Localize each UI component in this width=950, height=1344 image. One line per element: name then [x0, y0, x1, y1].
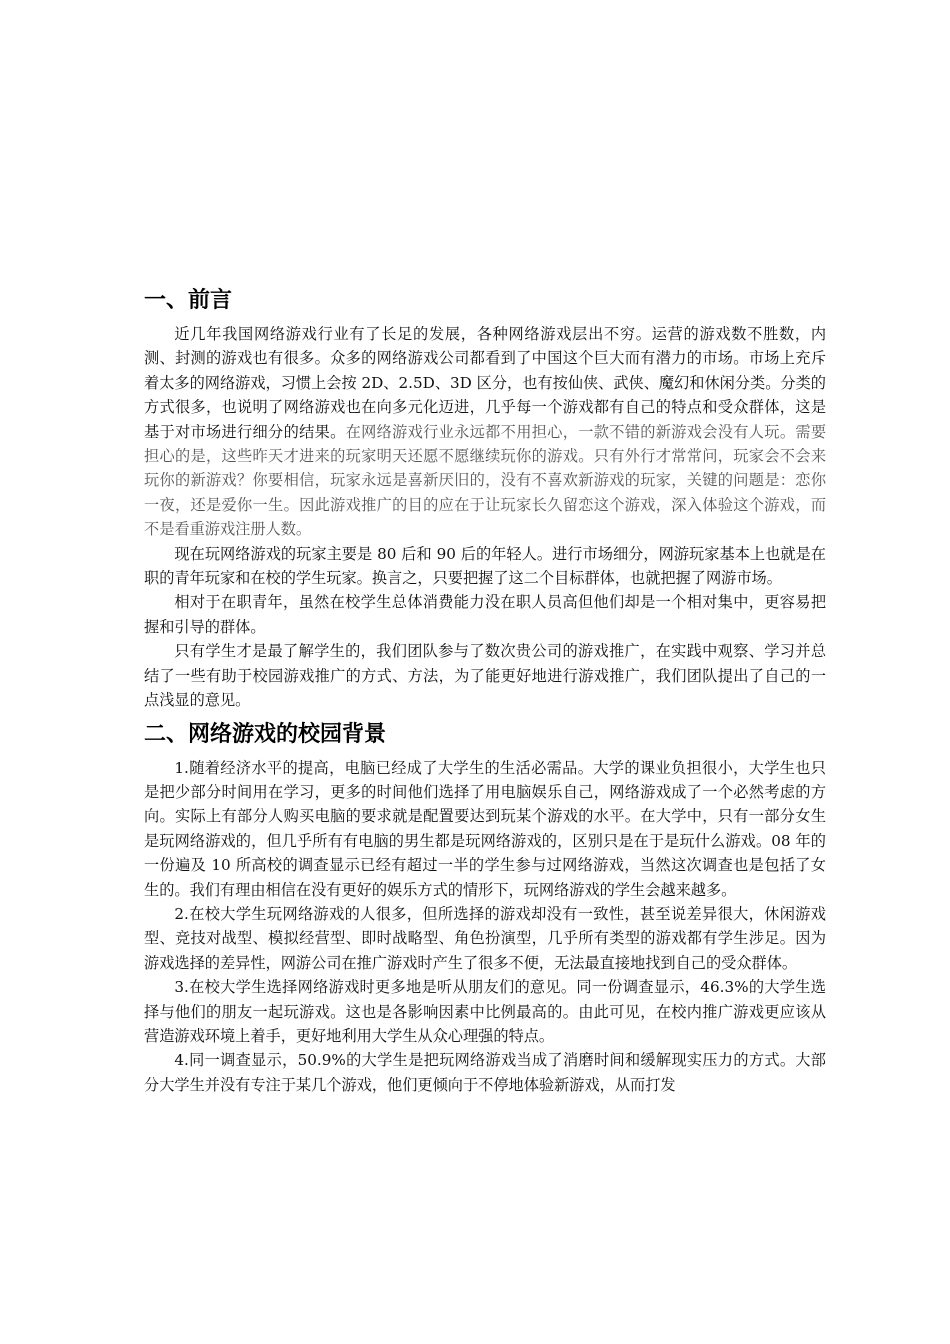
- section-heading-preface: 一、前言: [144, 288, 233, 313]
- preface-paragraph-1: [144, 322, 826, 542]
- preface-paragraph-3: 相对于在职青年，虽然在校学生总体消费能力没在职人员高但他们却是一个相对集中，更容易把握和引导的群体。: [144, 593, 826, 636]
- preface-paragraph-1-main: 近几年我国网络游戏行业有了长足的发展，各种网络游戏层出不穷。运营的游戏数不胜数，内测、封测的游戏也有很多。众多的网络游戏公司都看到了中国这个巨大而有潜力的市场。市场上充斥着太多的网络游戏，习惯上会按 2D、2.5D、3D 区分，也有按仙侠、武侠、魔幻和休闲分类。分类的方式很多，也说明了网络游戏也在向多元化迈进，几乎每一个游戏都有自己的特点和受众群体，这是基于对市场进行细分的结果。: [144, 325, 826, 441]
- background-paragraph-2: 2.在校大学生玩网络游戏的人很多，但所选择的游戏却没有一致性，甚至说差异很大，休闲游戏型、竞技对战型、模拟经营型、即时战略型、角色扮演型，几乎所有类型的游戏都有学生涉足。因为游戏选择的差异性，网游公司在推广游戏时产生了很多不便，无法最直接地找到自己的受众群体。: [144, 904, 826, 972]
- document-page: [144, 283, 826, 1097]
- preface-paragraph-4: 只有学生才是最了解学生的，我们团队参与了数次贵公司的游戏推广，在实践中观察、学习并总结了一些有助于校园游戏推广的方式、方法，为了能更好地进行游戏推广，我们团队提出了自己的一点浅显的意见。: [144, 642, 826, 710]
- preface-paragraph-1-muted: 在网络游戏行业永远都不用担心，一款不错的新游戏会没有人玩。需要担心的是，这些昨天才进来的玩家明天还愿不愿继续玩你的游戏。只有外行才常常问，玩家会不会来玩你的新游戏？你要相信，玩家永远是喜新厌旧的，没有不喜欢新游戏的玩家，关键的问题是：恋你一夜，还是爱你一生。因此游戏推广的目的应在于让玩家长久留恋这个游戏，深入体验这个游戏，而不是看重游戏注册人数。: [144, 422, 827, 539]
- preface-paragraph-2: 现在玩网络游戏的玩家主要是 80 后和 90 后的年轻人。进行市场细分，网游玩家基本上也就是在职的青年玩家和在校的学生玩家。换言之，只要把握了这二个目标群体，也就把握了网游市场。: [144, 544, 826, 588]
- background-paragraph-4: 4.同一调查显示，50.9%的大学生是把玩网络游戏当成了消磨时间和缓解现实压力的方式。大部分大学生并没有专注于某几个游戏，他们更倾向于不停地体验新游戏，从而打发: [144, 1051, 826, 1094]
- section-heading-campus-background: 二、网络游戏的校园背景: [144, 721, 387, 747]
- background-paragraph-1: 1.随着经济水平的提高，电脑已经成了大学生的生活必需品。大学的课业负担很小，大学生也只是把少部分时间用在学习，更多的时间他们选择了用电脑娱乐自己，网络游戏成了一个必然考虑的方向。实际上有部分人购买电脑的要求就是配置要达到玩某个游戏的水平。在大学中，只有一部分女生是玩网络游戏的，但几乎所有有电脑的男生都是玩网络游戏的，区别只是在于是玩什么游戏。08 年的一份遍及 10 所高校的调查显示已经有超过一半的学生参与过网络游戏，当然这次调查也是包括了女生的。我们有理由相信在没有更好的娱乐方式的情形下，玩网络游戏的学生会越来越多。: [144, 758, 826, 899]
- background-paragraph-3: 3.在校大学生选择网络游戏时更多地是听从朋友们的意见。同一份调查显示，46.3%的大学生选择与他们的朋友一起玩游戏。这也是各影响因素中比例最高的。由此可见，在校内推广游戏更应该从营造游戏环境上着手，更好地利用大学生从众心理强的特点。: [144, 978, 826, 1045]
